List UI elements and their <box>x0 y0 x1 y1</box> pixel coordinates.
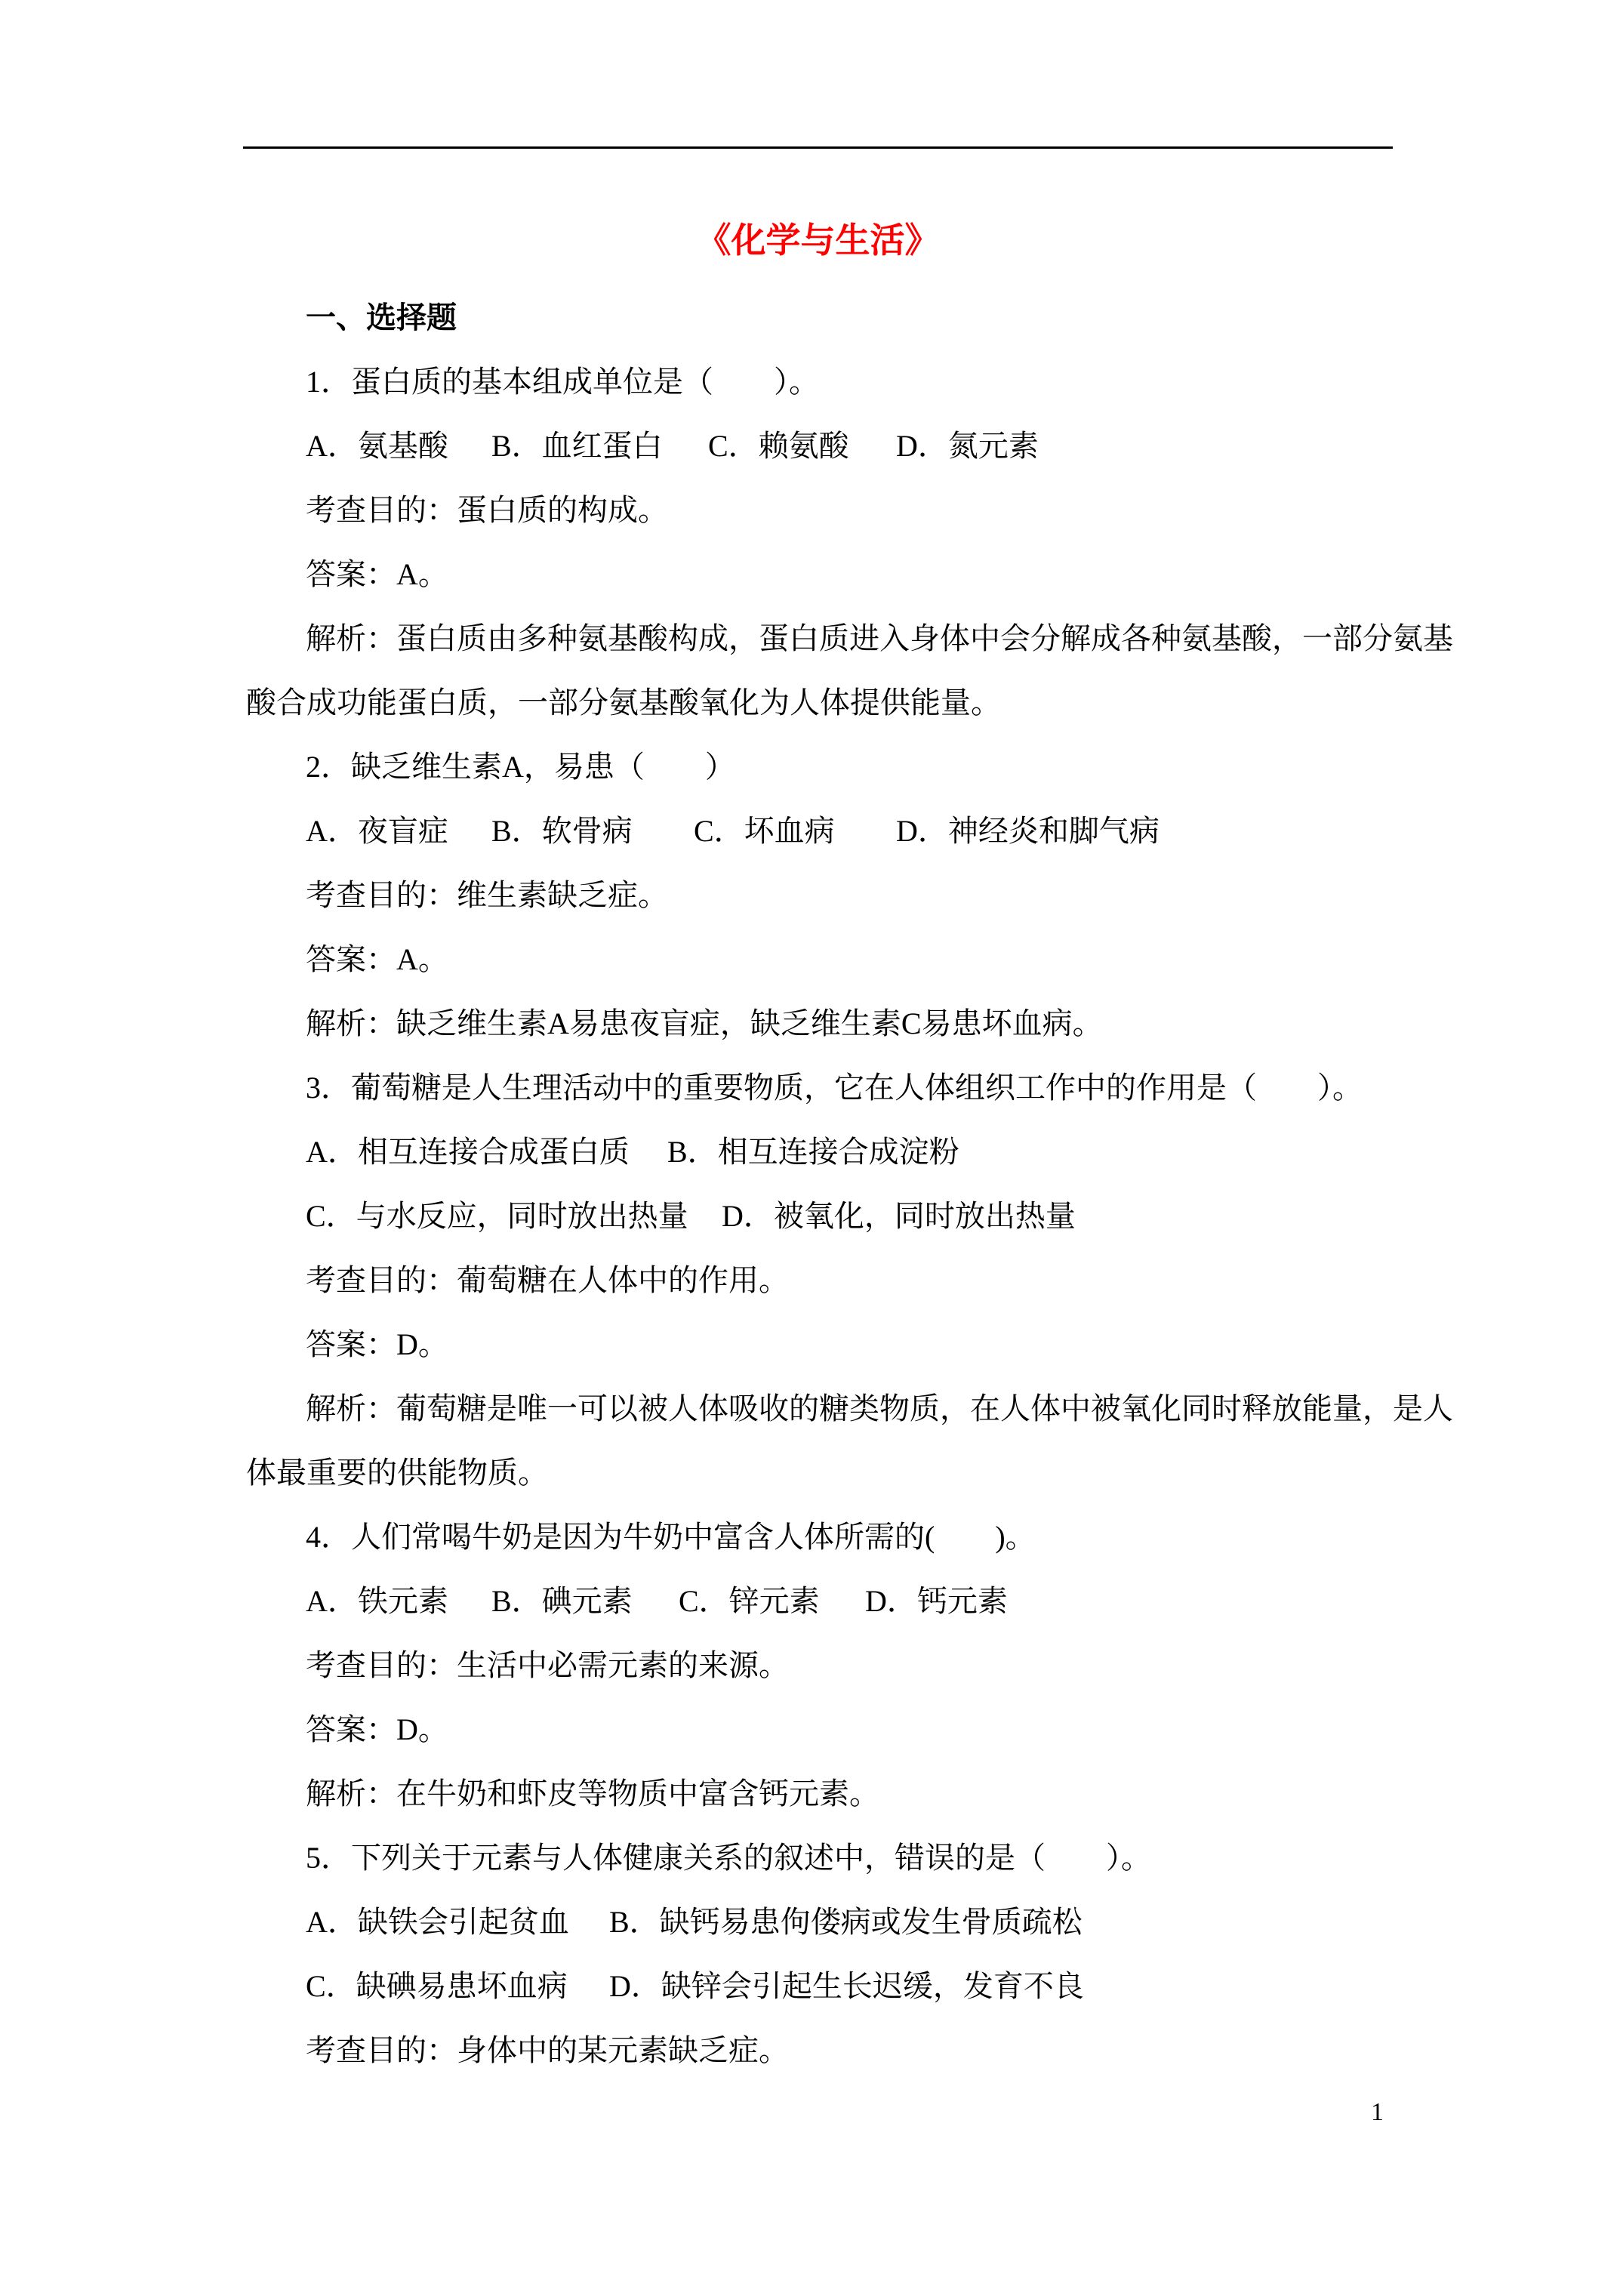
question-3-option-b: B．相互连接合成淀粉 <box>667 1135 959 1169</box>
question-4-purpose: 考查目的：生活中必需元素的来源。 <box>306 1648 789 1682</box>
question-2-options <box>246 799 1394 863</box>
question-1-stem: 1．蛋白质的基本组成单位是（ ）。 <box>306 365 819 399</box>
page-title: 《化学与生活》 <box>696 220 940 260</box>
question-2-stem: 2．缺乏维生素A，易患（ ） <box>306 750 735 784</box>
question-4-option-d: D．钙元素 <box>865 1584 1008 1618</box>
question-5-options-row-1 <box>246 1890 1394 1954</box>
question-5-stem: 5．下列关于元素与人体健康关系的叙述中，错误的是（ ）。 <box>306 1841 1151 1875</box>
question-4-analysis-line-1: 解析：在牛奶和虾皮等物质中富含钙元素。 <box>306 1777 879 1811</box>
section-heading: 一、选择题 <box>306 300 457 334</box>
question-1-analysis-line-1: 解析：蛋白质由多种氨基酸构成，蛋白质进入身体中会分解成各种氨基酸，一部分氨基 <box>306 621 1453 655</box>
question-2-analysis-line-1: 解析：缺乏维生素A易患夜盲症，缺乏维生素C易患坏血病。 <box>306 1006 1103 1040</box>
question-1-option-d: D．氮元素 <box>896 429 1039 463</box>
question-4-answer: 答案：D。 <box>306 1712 448 1746</box>
question-2-purpose: 考查目的：维生素缺乏症。 <box>306 878 668 912</box>
question-3-analysis-line-1: 解析：葡萄糖是唯一可以被人体吸收的糖类物质，在人体中被氧化同时释放能量，是人 <box>306 1391 1453 1425</box>
question-3-answer: 答案：D。 <box>306 1327 448 1361</box>
question-4-option-a: A．铁元素 <box>306 1584 448 1618</box>
question-2-option-d: D．神经炎和脚气病 <box>896 814 1160 848</box>
question-2-option-a: A．夜盲症 <box>306 814 448 848</box>
question-3-option-a: A．相互连接合成蛋白质 <box>306 1135 630 1169</box>
question-1-analysis-line-2: 酸合成功能蛋白质，一部分氨基酸氧化为人体提供能量。 <box>246 686 1001 720</box>
question-5-option-c: C．缺碘易患坏血病 <box>306 1969 568 2003</box>
header-rule <box>243 146 1393 149</box>
question-2-answer: 答案：A。 <box>306 942 448 976</box>
question-2-option-b: B．软骨病 <box>491 814 633 848</box>
question-2-option-c: C．坏血病 <box>694 814 835 848</box>
question-5-options-row-2 <box>246 1954 1394 2018</box>
question-1-options <box>246 414 1394 478</box>
question-3-options-row-2 <box>246 1184 1394 1248</box>
document-body <box>246 285 1453 2082</box>
question-3-option-d: D．被氧化，同时放出热量 <box>722 1199 1076 1233</box>
question-5-option-d: D．缺锌会引起生长迟缓，发育不良 <box>609 1969 1084 2003</box>
question-3-options-row-1 <box>246 1120 1394 1184</box>
question-4-option-b: B．碘元素 <box>491 1584 633 1618</box>
question-4-options <box>246 1569 1394 1633</box>
question-3-option-c: C．与水反应，同时放出热量 <box>306 1199 688 1233</box>
question-1-option-c: C．赖氨酸 <box>708 429 849 463</box>
question-1-option-b: B．血红蛋白 <box>491 429 663 463</box>
question-5-purpose: 考查目的：身体中的某元素缺乏症。 <box>306 2033 789 2067</box>
question-5-option-b: B．缺钙易患佝偻病或发生骨质疏松 <box>609 1905 1083 1939</box>
question-4-stem: 4．人们常喝牛奶是因为牛奶中富含人体所需的( )。 <box>306 1520 1036 1554</box>
question-1-answer: 答案：A。 <box>306 557 448 591</box>
page-number: 1 <box>1371 2098 1384 2126</box>
question-5-option-a: A．缺铁会引起贫血 <box>306 1905 569 1939</box>
question-3-analysis-line-2: 体最重要的供能物质。 <box>246 1456 548 1490</box>
question-3-stem: 3．葡萄糖是人生理活动中的重要物质，它在人体组织工作中的作用是（ ）。 <box>306 1071 1363 1105</box>
question-4-option-c: C．锌元素 <box>679 1584 820 1618</box>
question-1-option-a: A．氨基酸 <box>306 429 448 463</box>
question-3-purpose: 考查目的：葡萄糖在人体中的作用。 <box>306 1263 789 1297</box>
question-1-purpose: 考查目的：蛋白质的构成。 <box>306 493 668 527</box>
